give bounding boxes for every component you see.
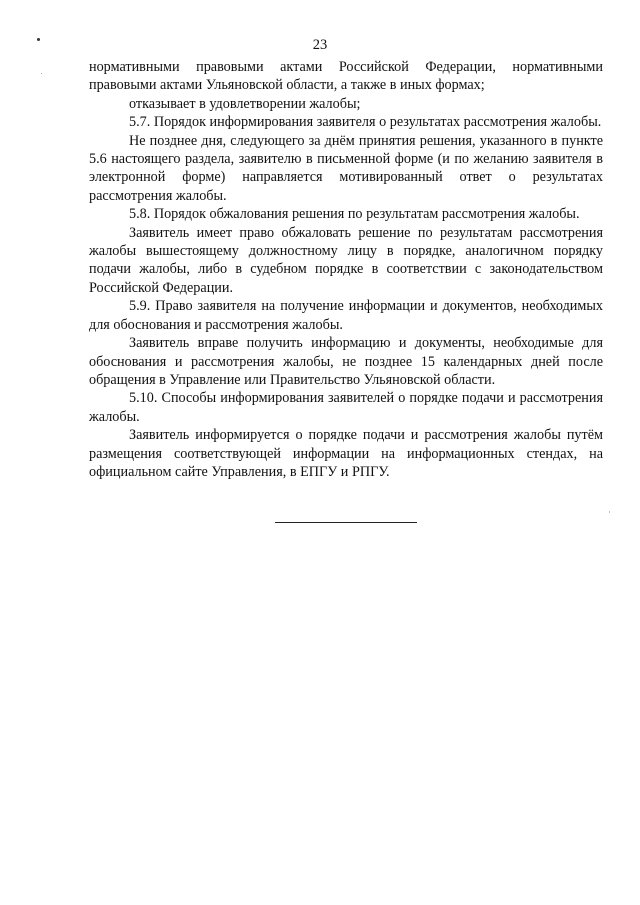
scan-speck <box>609 511 610 513</box>
paragraph: Заявитель имеет право обжаловать решение по результатам рассмотрения жалобы вышестоящему должностному лицу в порядке, аналогичном порядку подачи жалобы, либо в судебном порядке в соответствии с законодательством Российской Федерации. <box>89 224 603 296</box>
document-body <box>89 58 603 481</box>
section-heading-5-9: 5.9. Право заявителя на получение информации и документов, необходимых для обоснования и рассмотрения жалобы. <box>89 298 603 333</box>
page-number: 23 <box>312 37 328 53</box>
section-heading-5-10: 5.10. Способы информирования заявителей о порядке подачи и рассмотрения жалобы. <box>89 390 603 425</box>
paragraph: Заявитель вправе получить информацию и документы, необходимые для обоснования и рассмотрения жалобы, не позднее 15 календарных дней после обращения в Управление или Правительство Ульяновской области. <box>89 335 603 388</box>
end-separator-line <box>275 522 417 523</box>
section-heading-5-8: 5.8. Порядок обжалования решения по результатам рассмотрения жалобы. <box>129 206 580 223</box>
scan-speck <box>41 73 42 74</box>
paragraph: Заявитель информируется о порядке подачи и рассмотрения жалобы путём размещения соответствующей информации на информационных стендах, на официальном сайте Управления, в ЕПГУ и РПГУ. <box>89 427 603 480</box>
paragraph-refusal: отказывает в удовлетворении жалобы; <box>129 95 361 112</box>
section-heading-5-7: 5.7. Порядок информирования заявителя о результатах рассмотрения жалобы. <box>129 114 602 131</box>
paragraph: Не позднее дня, следующего за днём принятия решения, указанного в пункте 5.6 настоящего раздела, заявителю в письменной форме (и по желанию заявителя в электронной форме) направляется мотивированный ответ о результатах рассмотрения жалобы. <box>89 132 603 204</box>
paragraph-continuation: нормативными правовыми актами Российской Федерации, нормативными правовыми актами Ульяновской области, а также в иных формах; <box>89 59 603 94</box>
